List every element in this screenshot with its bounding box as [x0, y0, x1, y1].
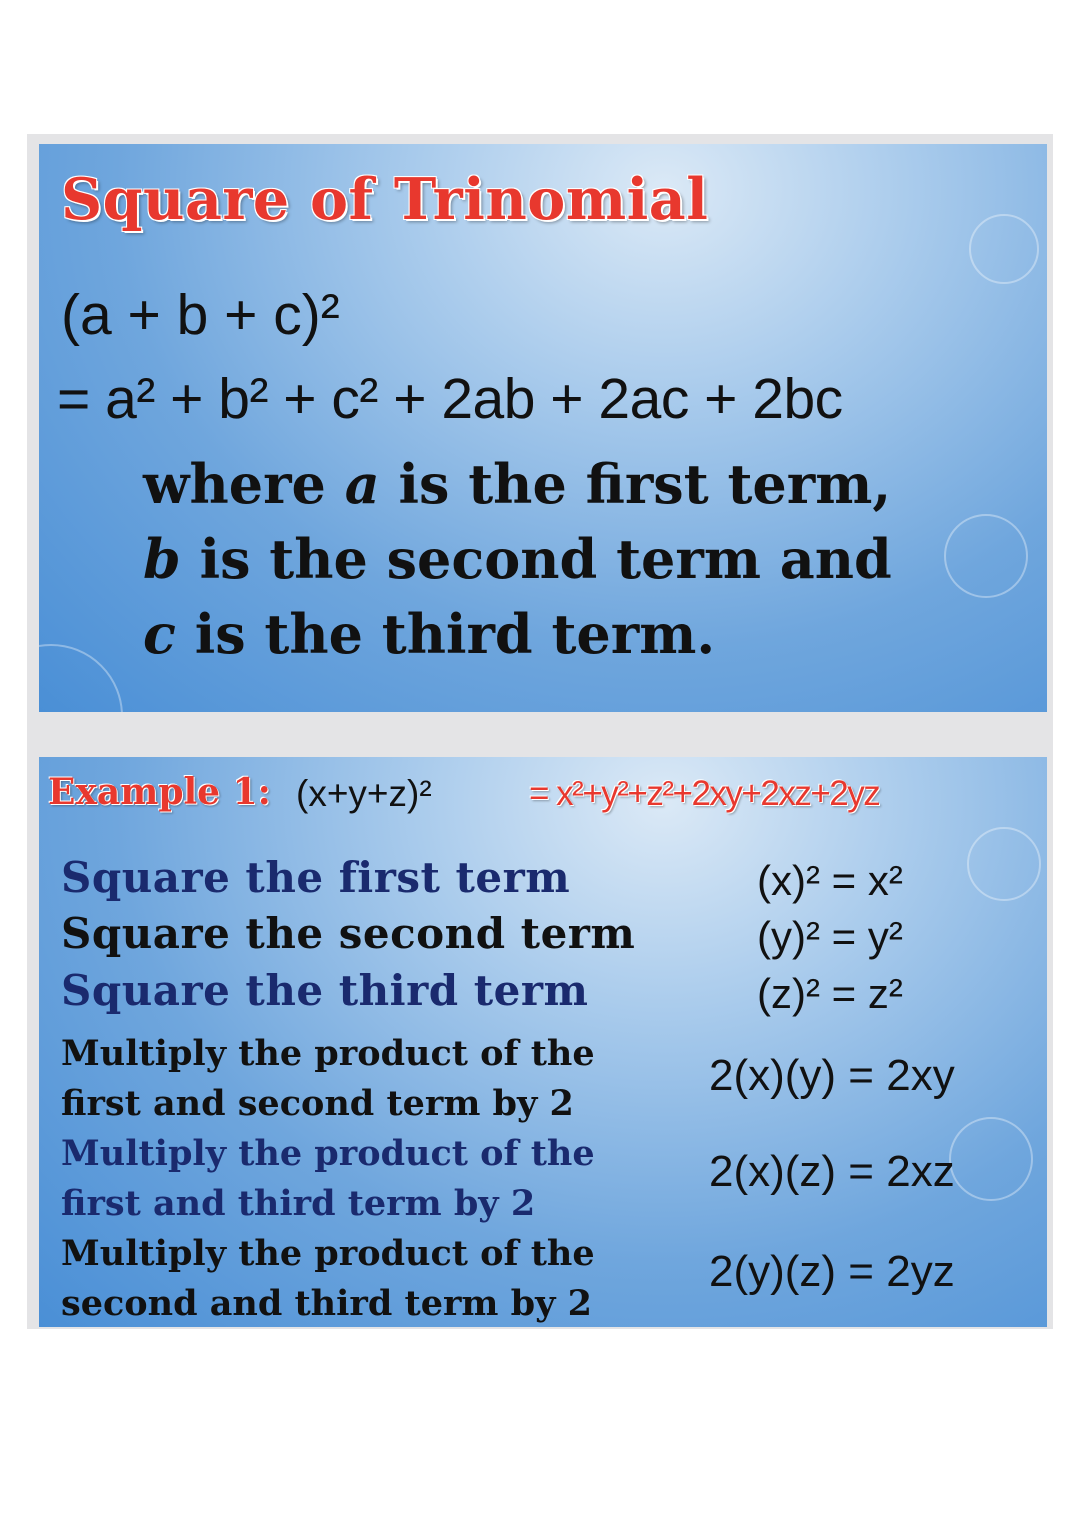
decorative-ring [949, 1117, 1033, 1201]
formula-expansion: = a² + b² + c² + 2ab + 2ac + 2bc [57, 367, 843, 431]
step-text: Square the third term [61, 966, 589, 1015]
step-result: 2(y)(z) = 2yz [709, 1247, 955, 1296]
decorative-ring [944, 514, 1028, 598]
step-result: (z)² = z² [757, 970, 903, 1017]
step-result: (y)² = y² [757, 913, 903, 960]
definition-line-a: where a is the first term, [143, 452, 892, 516]
decorative-ring [969, 214, 1039, 284]
decorative-ring [967, 827, 1041, 901]
step-text: Square the first term [61, 853, 571, 902]
decorative-ring [39, 644, 123, 712]
step-text: Multiply the product of the first and second term by 2 [61, 1033, 595, 1124]
slide-example-1 [39, 757, 1047, 1327]
example-label: Example 1: [48, 771, 271, 813]
formula-expression: (a + b + c)² [61, 283, 340, 347]
example-expression: (x+y+z)² [296, 773, 432, 814]
step-result: 2(x)(y) = 2xy [709, 1051, 955, 1100]
slide-square-of-trinomial [39, 144, 1047, 712]
step-result: (x)² = x² [757, 857, 903, 904]
step-text: Multiply the product of the first and third term by 2 [61, 1133, 595, 1224]
step-text: Square the second term [61, 909, 636, 958]
slide-title: Square of Trinomial [61, 166, 709, 233]
definition-line-b: b is the second term and [143, 527, 892, 591]
definition-line-c: c is the third term. [143, 602, 716, 666]
example-result: = x²+y²+z²+2xy+2xz+2yz [529, 774, 880, 813]
step-text: Multiply the product of the second and third term by 2 [61, 1233, 595, 1324]
step-result: 2(x)(z) = 2xz [709, 1147, 955, 1196]
